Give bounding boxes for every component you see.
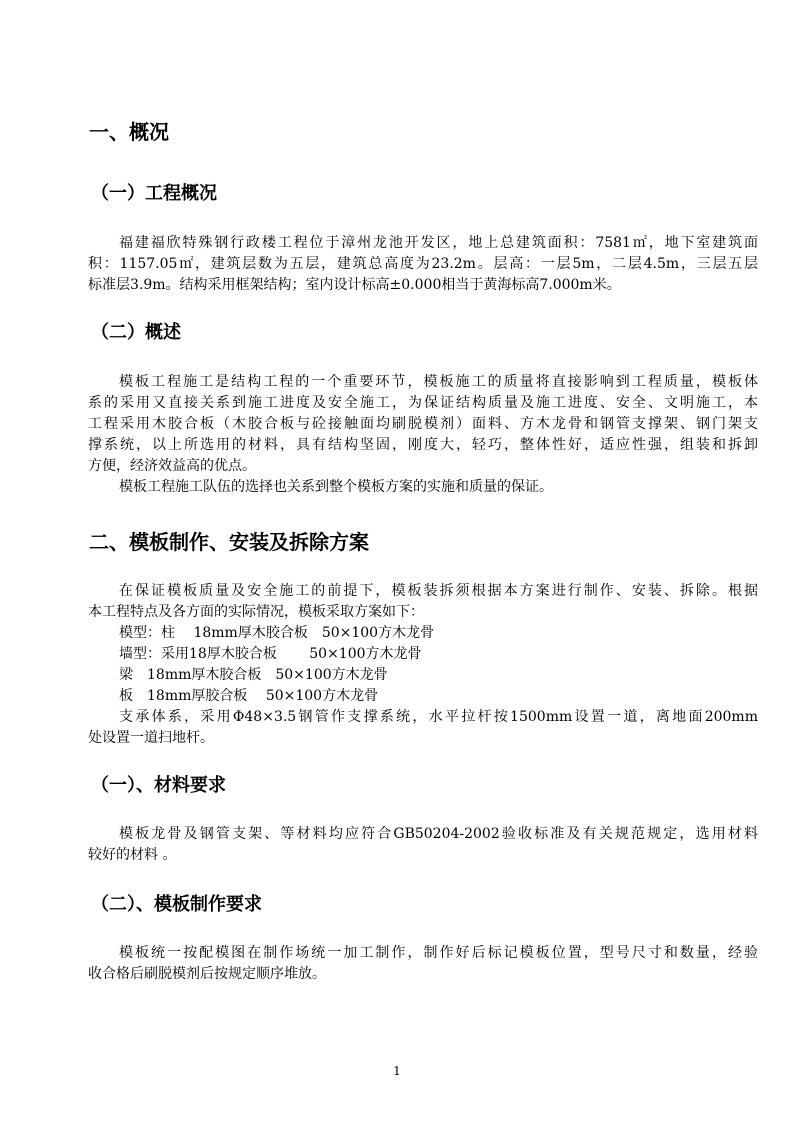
subsection-heading-materials: （一）、材料要求 [91, 775, 226, 796]
paragraph-line: 模板龙骨及钢管支架、等材料均应符合GB50204-2002验收标准及有关规范规定，选用材料 [119, 826, 758, 842]
paragraph-line: 模板工程施工队伍的选择也关系到整个模板方案的实施和质量的保证。 [119, 479, 553, 495]
paragraph-line: 在保证模板质量及安全施工的前提下，模板装拆须根据本方案进行制作、安装、拆除。根据 [119, 583, 758, 599]
paragraph-line: 标准层3.9m。结构采用框架结构；室内设计标高±0.000相当于黄海标高7.000m米。 [88, 277, 621, 293]
paragraph-line: 撑系统，以上所选用的材料，具有结构坚固，刚度大，轻巧，整体性好，适应性强，组装和拆卸 [88, 437, 758, 453]
paragraph-line: 福建福欣特殊钢行政楼工程位于漳州龙池开发区，地上总建筑面积：7581㎡，地下室建筑面 [119, 235, 758, 251]
paragraph-line: 较好的材料 。 [88, 847, 177, 863]
subsection-heading-fabrication: （二）、模板制作要求 [91, 894, 262, 915]
plan-item-column: 模型：柱 18mm厚木胶合板 50×100方木龙骨 [119, 625, 435, 641]
paragraph-line: 收合格后刷脱模剂后按规定顺序堆放。 [88, 966, 326, 982]
fabrication-paragraph [88, 943, 758, 985]
paragraph-line: 处设置一道扫地杆。 [88, 730, 214, 746]
paragraph-line: 系的采用又直接关系到施工进度及安全施工，为保证结构质量及施工进度、安全、文明施工，本 [88, 395, 758, 411]
paragraph-line: 本工程特点及各方面的实际情况，模板采取方案如下： [88, 604, 424, 620]
paragraph-line: 积：1157.05㎡，建筑层数为五层，建筑总高度为23.2m。层高：一层5m，二层4.5m，三层五层 [88, 256, 758, 272]
paragraph-line: 方便，经济效益高的优点。 [88, 458, 256, 474]
project-overview-paragraph [88, 233, 758, 296]
paragraph-line: 模板统一按配模图在制作场统一加工制作，制作好后标记模板位置，型号尺寸和数量，经验 [119, 945, 758, 961]
plan-item-slab: 板 18mm厚胶合板 50×100方木龙骨 [119, 688, 379, 704]
materials-paragraph [88, 824, 758, 866]
subsection-heading-summary: （二）概述 [91, 322, 181, 343]
section-heading-formwork-plan: 二、模板制作、安装及拆除方案 [89, 530, 369, 554]
section-heading-overview: 一、概况 [89, 120, 169, 144]
formwork-plan-intro [88, 581, 758, 623]
subsection-heading-project-overview: （一）工程概况 [91, 183, 217, 204]
paragraph-line: 模板工程施工是结构工程的一个重要环节，模板施工的质量将直接影响到工程质量，模板体 [119, 374, 758, 390]
paragraph-line: 支承体系，采用Φ48×3.5钢管作支撑系统，水平拉杆按1500mm设置一道，离地面200mm [119, 709, 758, 725]
plan-item-wall: 墙型：采用18厚木胶合板 50×100方木龙骨 [119, 646, 422, 662]
paragraph-line: 工程采用木胶合板（木胶合板与砼接触面均刷脱模剂）面料、方木龙骨和钢管支撑架、钢门架支 [88, 416, 758, 432]
formwork-plan-list [88, 623, 758, 707]
plan-item-beam: 梁 18mm厚木胶合板 50×100方木龙骨 [119, 667, 388, 683]
support-system-paragraph [88, 707, 758, 749]
page-number: 1 [393, 1064, 401, 1078]
summary-paragraph [88, 372, 758, 498]
